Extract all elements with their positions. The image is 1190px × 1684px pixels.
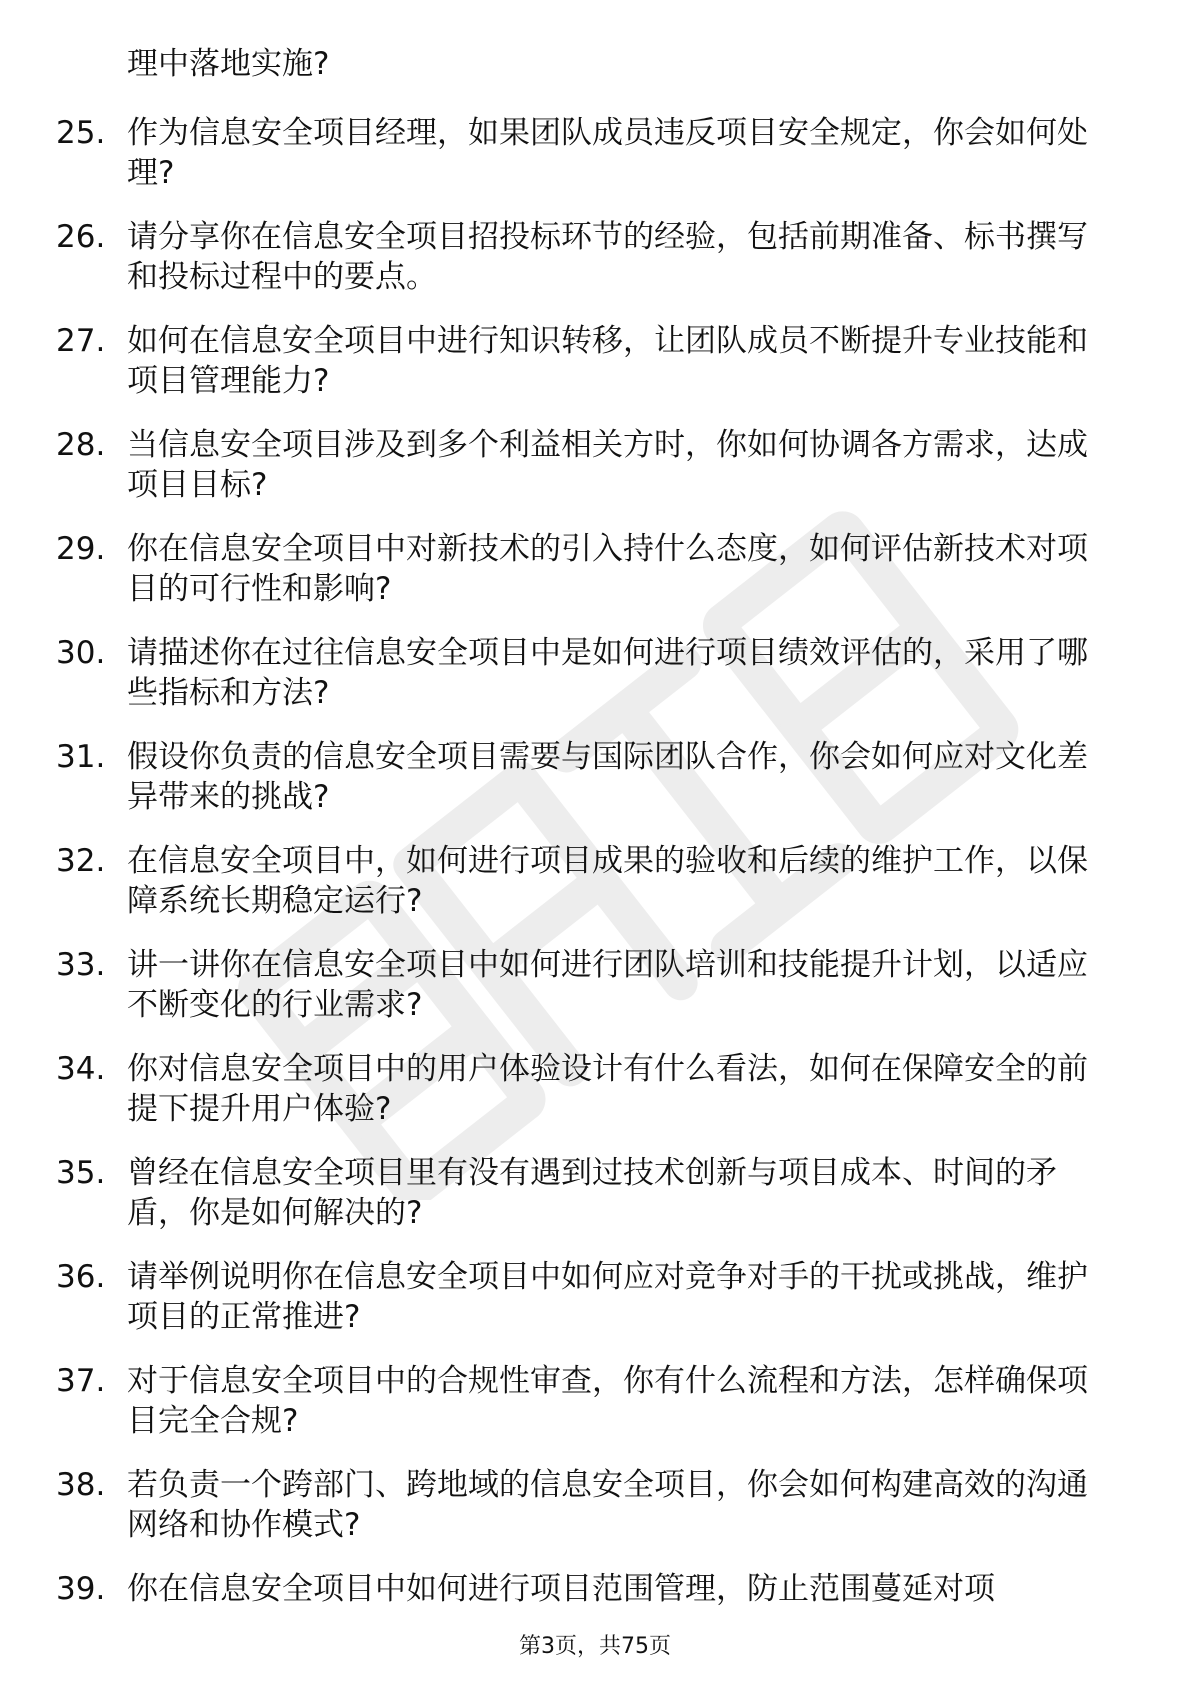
item-text: 对于信息安全项目中的合规性审查，你有什么流程和方法，怎样确保项目完全合规? — [127, 1363, 1088, 1439]
list-item — [0, 633, 1190, 737]
item-number: 38. — [56, 1467, 106, 1503]
page-footer: 第3页，共75页 — [519, 1634, 671, 1659]
list-item — [0, 113, 1190, 217]
continuation-text: 理中落地实施? — [127, 46, 330, 82]
item-text: 请描述你在过往信息安全项目中是如何进行项目绩效评估的，采用了哪些指标和方法? — [127, 635, 1088, 711]
item-number: 26. — [56, 219, 106, 255]
item-text: 若负责一个跨部门、跨地域的信息安全项目，你会如何构建高效的沟通网络和协作模式? — [127, 1467, 1088, 1543]
item-text: 讲一讲你在信息安全项目中如何进行团队培训和技能提升计划，以适应不断变化的行业需求? — [127, 947, 1088, 1023]
item-number: 36. — [56, 1259, 106, 1295]
list-item — [0, 737, 1190, 841]
item-text: 你在信息安全项目中如何进行项目范围管理，防止范围蔓延对项 — [127, 1571, 995, 1607]
item-number: 37. — [56, 1363, 106, 1399]
list-item — [0, 1465, 1190, 1569]
item-text: 请举例说明你在信息安全项目中如何应对竞争对手的干扰或挑战，维护项目的正常推进? — [127, 1259, 1088, 1335]
list-item — [0, 529, 1190, 633]
list-item — [0, 1049, 1190, 1153]
list-item — [0, 1361, 1190, 1465]
list-item — [0, 217, 1190, 321]
item-text: 你在信息安全项目中对新技术的引入持什么态度，如何评估新技术对项目的可行性和影响? — [127, 531, 1088, 607]
item-number: 31. — [56, 739, 106, 775]
list-item — [0, 841, 1190, 945]
list-item — [0, 425, 1190, 529]
item-text: 当信息安全项目涉及到多个利益相关方时，你如何协调各方需求，达成项目目标? — [127, 427, 1088, 503]
item-number: 35. — [56, 1155, 106, 1191]
list-item — [0, 945, 1190, 1049]
item-number: 30. — [56, 635, 106, 671]
item-number: 29. — [56, 531, 106, 567]
item-number: 25. — [56, 115, 106, 151]
list-item — [0, 321, 1190, 425]
item-text: 假设你负责的信息安全项目需要与国际团队合作，你会如何应对文化差异带来的挑战? — [127, 739, 1088, 815]
question-list — [0, 113, 1190, 1673]
item-number: 32. — [56, 843, 106, 879]
list-item — [0, 1153, 1190, 1257]
item-number: 27. — [56, 323, 106, 359]
item-text: 你对信息安全项目中的用户体验设计有什么看法，如何在保障安全的前提下提升用户体验? — [127, 1051, 1088, 1127]
list-item — [0, 1257, 1190, 1361]
item-text: 在信息安全项目中，如何进行项目成果的验收和后续的维护工作，以保障系统长期稳定运行? — [127, 843, 1088, 919]
item-text: 作为信息安全项目经理，如果团队成员违反项目安全规定，你会如何处理? — [127, 115, 1088, 191]
item-number: 33. — [56, 947, 106, 983]
item-text: 曾经在信息安全项目里有没有遇到过技术创新与项目成本、时间的矛盾，你是如何解决的? — [127, 1155, 1057, 1231]
item-text: 如何在信息安全项目中进行知识转移，让团队成员不断提升专业技能和项目管理能力? — [127, 323, 1088, 399]
item-number: 39. — [56, 1571, 106, 1607]
item-number: 34. — [56, 1051, 106, 1087]
item-number: 28. — [56, 427, 106, 463]
item-text: 请分享你在信息安全项目招投标环节的经验，包括前期准备、标书撰写和投标过程中的要点。 — [127, 219, 1088, 295]
